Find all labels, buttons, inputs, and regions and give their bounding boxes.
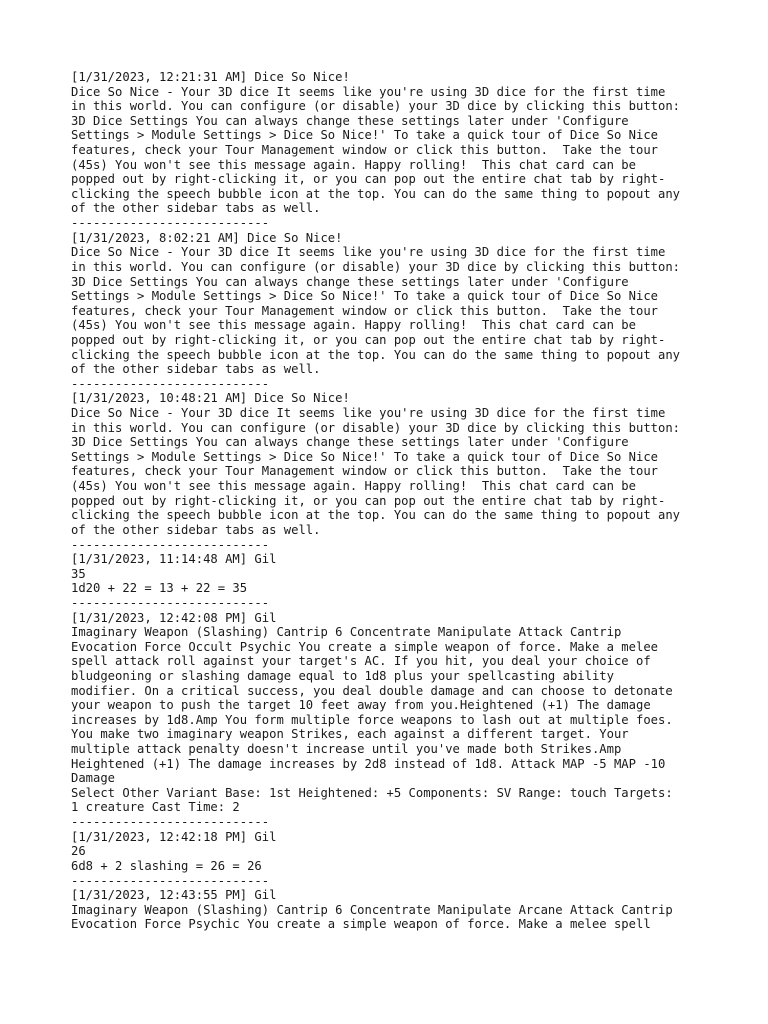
log-line: clicking the speech bubble icon at the top. You can do the same thing to popout any: [71, 186, 681, 201]
log-line: features, check your Tour Management window or click this button. Take the tour: [71, 464, 658, 479]
log-line: Evocation Force Occult Psychic You create a simple weapon of force. Make a melee: [71, 639, 658, 654]
log-line: in this world. You can configure (or disable) your 3D dice by clicking this button:: [71, 420, 681, 435]
log-separator: ---------------------------: [71, 873, 270, 888]
log-line: 3D Dice Settings You can always change these settings later under 'Configure: [71, 113, 629, 128]
log-separator: ---------------------------: [71, 537, 270, 552]
log-line: popped out by right-clicking it, or you can pop out the entire chat tab by right-: [71, 332, 666, 347]
log-line: clicking the speech bubble icon at the top. You can do the same thing to popout any: [71, 347, 681, 362]
log-line: Evocation Force Psychic You create a simple weapon of force. Make a melee spell: [71, 917, 651, 932]
log-line: 1 creature Cast Time: 2: [71, 800, 240, 815]
log-line: (45s) You won't see this message again. Happy rolling! This chat card can be: [71, 479, 636, 494]
log-separator: ---------------------------: [71, 216, 270, 231]
log-line: Settings > Module Settings > Dice So Nice!' To take a quick tour of Dice So Nice: [71, 449, 658, 464]
log-line: 35: [71, 566, 86, 581]
log-line: (45s) You won't see this message again. Happy rolling! This chat card can be: [71, 318, 636, 333]
log-line: Imaginary Weapon (Slashing) Cantrip 6 Concentrate Manipulate Attack Cantrip: [71, 625, 622, 640]
log-line: You make two imaginary weapon Strikes, each against a different target. Your: [71, 727, 629, 742]
log-line: Dice So Nice - Your 3D dice It seems like you're using 3D dice for the first time: [71, 406, 666, 421]
log-line: in this world. You can configure (or disable) your 3D dice by clicking this button:: [71, 259, 681, 274]
log-line: increases by 1d8.Amp You form multiple force weapons to lash out at multiple foes.: [71, 712, 673, 727]
log-line: Settings > Module Settings > Dice So Nice!' To take a quick tour of Dice So Nice: [71, 289, 658, 304]
log-line: 3D Dice Settings You can always change these settings later under 'Configure: [71, 435, 629, 450]
message-header: [1/31/2023, 12:42:18 PM] Gil: [71, 829, 277, 844]
log-line: spell attack roll against your target's AC. If you hit, you deal your choice of: [71, 654, 651, 669]
log-line: Heightened (+1) The damage increases by 2d8 instead of 1d8. Attack MAP -5 MAP -10: [71, 756, 666, 771]
log-line: 3D Dice Settings You can always change these settings later under 'Configure: [71, 274, 629, 289]
log-line: Settings > Module Settings > Dice So Nice!' To take a quick tour of Dice So Nice: [71, 128, 658, 143]
message-header: [1/31/2023, 8:02:21 AM] Dice So Nice!: [71, 230, 343, 245]
message-header: [1/31/2023, 12:21:31 AM] Dice So Nice!: [71, 70, 350, 84]
message-header: [1/31/2023, 10:48:21 AM] Dice So Nice!: [71, 391, 350, 406]
log-line: 6d8 + 2 slashing = 26 = 26: [71, 858, 262, 873]
log-line: 26: [71, 844, 86, 859]
log-line: Select Other Variant Base: 1st Heightened: +5 Components: SV Range: touch Targets:: [71, 785, 673, 800]
log-line: in this world. You can configure (or disable) your 3D dice by clicking this button:: [71, 99, 681, 114]
log-line: multiple attack penalty doesn't increase until you've made both Strikes.Amp: [71, 742, 622, 757]
log-line: popped out by right-clicking it, or you can pop out the entire chat tab by right-: [71, 172, 666, 187]
log-line: Dice So Nice - Your 3D dice It seems like you're using 3D dice for the first time: [71, 245, 666, 260]
log-line: of the other sidebar tabs as well.: [71, 201, 321, 216]
log-line: (45s) You won't see this message again. Happy rolling! This chat card can be: [71, 157, 636, 172]
log-line: Damage: [71, 771, 116, 786]
log-line: clicking the speech bubble icon at the top. You can do the same thing to popout any: [71, 508, 681, 523]
log-separator: ---------------------------: [71, 815, 270, 830]
log-line: bludgeoning or slashing damage equal to 1d8 plus your spellcasting ability: [71, 668, 614, 683]
log-line: your weapon to push the target 10 feet away from you.Heightened (+1) The damage: [71, 698, 651, 713]
log-line: features, check your Tour Management window or click this button. Take the tour: [71, 303, 658, 318]
log-line: features, check your Tour Management window or click this button. Take the tour: [71, 143, 658, 158]
message-header: [1/31/2023, 12:43:55 PM] Gil: [71, 888, 277, 903]
log-line: popped out by right-clicking it, or you can pop out the entire chat tab by right-: [71, 493, 666, 508]
log-line: Imaginary Weapon (Slashing) Cantrip 6 Concentrate Manipulate Arcane Attack Cantrip: [71, 902, 673, 917]
log-separator: ---------------------------: [71, 376, 270, 391]
log-line: Dice So Nice - Your 3D dice It seems like you're using 3D dice for the first time: [71, 84, 666, 99]
log-line: of the other sidebar tabs as well.: [71, 362, 321, 377]
message-header: [1/31/2023, 11:14:48 AM] Gil: [71, 552, 277, 567]
log-line: 1d20 + 22 = 13 + 22 = 35: [71, 581, 248, 596]
log-line: of the other sidebar tabs as well.: [71, 522, 321, 537]
message-header: [1/31/2023, 12:42:08 PM] Gil: [71, 610, 277, 625]
log-line: modifier. On a critical success, you deal double damage and can choose to detonate: [71, 683, 673, 698]
log-separator: ---------------------------: [71, 595, 270, 610]
chat-log-text: [71, 70, 761, 932]
